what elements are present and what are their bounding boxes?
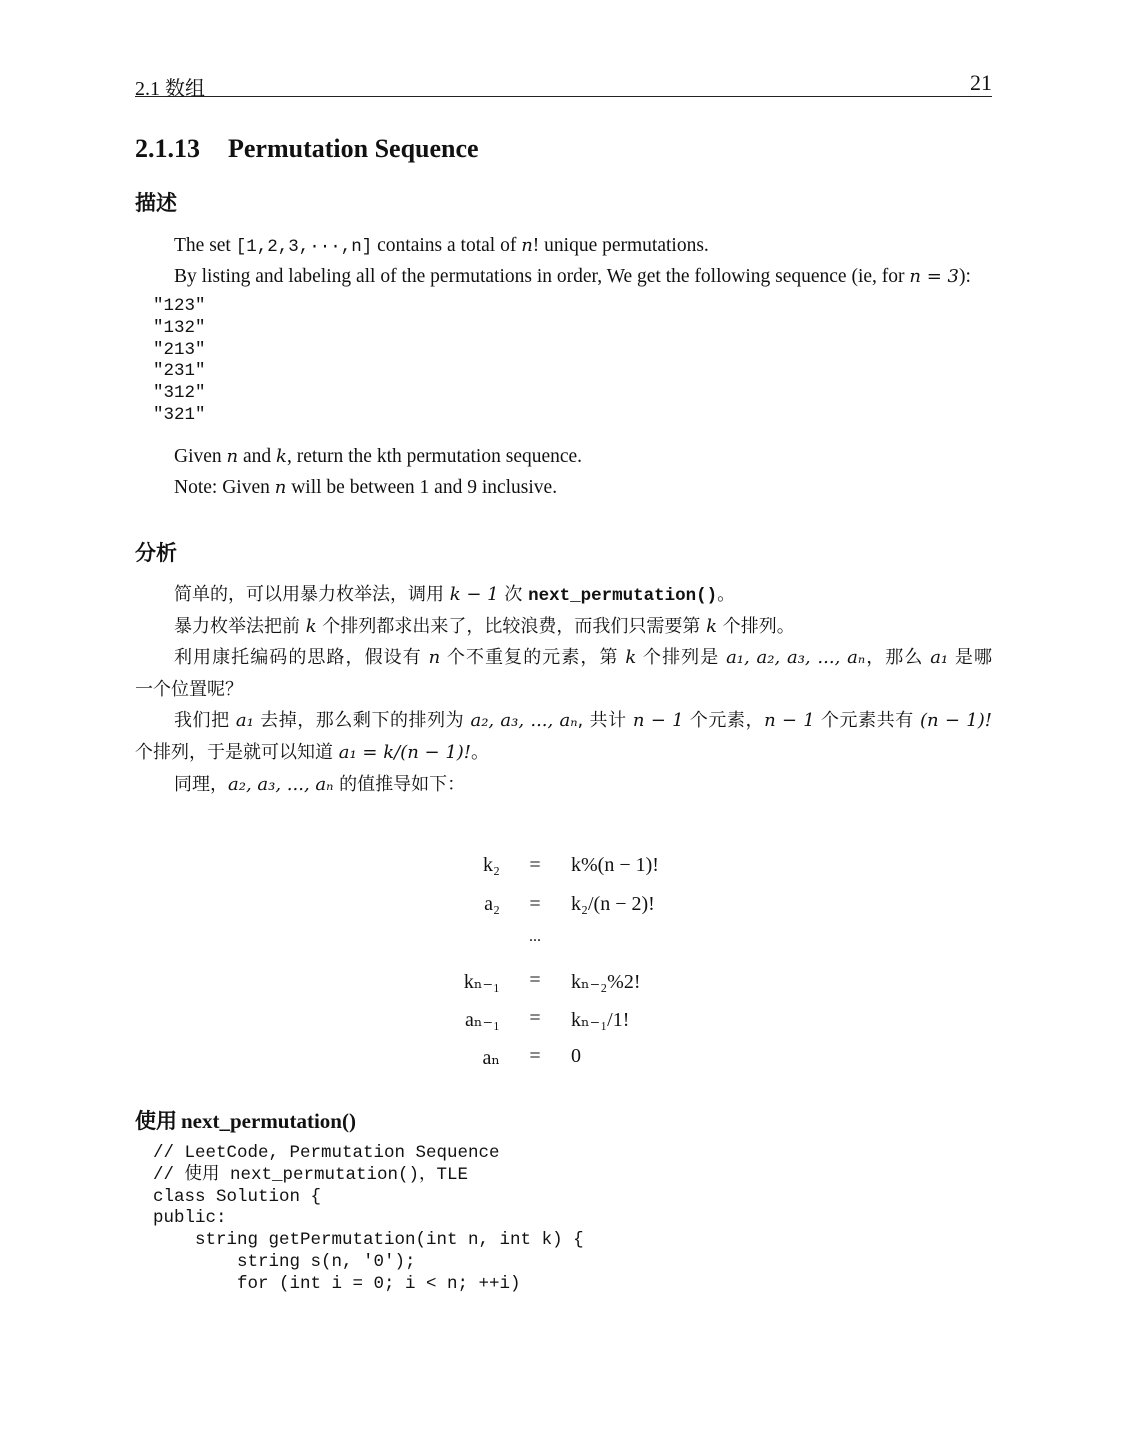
set-code: [1,2,3,···,n] [235,237,373,257]
analysis-paragraph-4: 我们把 a₁ 去掉，那么剩下的排列为 a₂, a₃, ..., aₙ, 共计 n − 1 个元素，n − 1 个元素共有 (n − 1)! 个排列，于是就可以知道 a₁ = k/(n − 1)!。 [135,710,992,763]
analysis-paragraph-1: 简单的，可以用暴力枚举法，调用 k − 1 次 next_permutation()。 [174,584,736,606]
description-line-3: Given n and k, return the kth permutation sequence. [174,446,583,467]
eq-2-rhs: k₂/(n − 2)! [571,893,655,915]
eq-2-op: = [529,893,541,915]
analysis-paragraph-5: 同理，a₂, a₃, ..., aₙ 的值推导如下： [174,774,466,795]
section-number: 2.1.13 [135,134,200,163]
eq-2-lhs: a₂ [484,893,500,915]
next-permutation-code: next_permutation() [528,586,718,606]
eq-4-op: = [529,969,541,991]
description-line-4: Note: Given n will be between 1 and 9 inclusive. [174,477,558,498]
eq-1-op: = [529,854,541,876]
description-line-2: By listing and labeling all of the permutations in order, We get the following sequence (ie, for n = 3): [174,266,971,287]
header-section: 2.1 数组 [135,78,205,100]
eq-5-lhs: aₙ₋₁ [464,1009,500,1031]
running-header [135,70,992,100]
eq-6-lhs: aₙ [482,1047,500,1069]
section-title-text: Permutation Sequence [228,134,479,163]
eq-5-rhs: kₙ₋₁/1! [571,1009,630,1031]
usage-heading: 使用 next_permutation() [135,1109,356,1133]
analysis-paragraph-2: 暴力枚举法把前 k 个排列都求出来了，比较浪费，而我们只需要第 k 个排列。 [174,616,795,637]
description-line-1: The set [1,2,3,···,n] contains a total of n! unique permutations. [174,235,709,257]
permutation-sequence: "123" "132" "213" "231" "312" "321" [153,296,206,425]
page-number: 21 [970,70,992,95]
code-listing: // LeetCode, Permutation Sequence // 使用 next_permutation()，TLE class Solution { public: string getPermutation(int n, int k) { string s(n, '0'); for (int i = 0; i < n; ++i) [153,1143,584,1294]
eq-6-rhs: 0 [571,1045,581,1067]
eq-5-op: = [529,1007,541,1029]
analysis-heading: 分析 [135,541,177,565]
analysis-paragraph-3: 利用康托编码的思路，假设有 n 个不重复的元素，第 k 个排列是 a₁, a₂, a₃, ..., aₙ，那么 a₁ 是哪 一个位置呢？ [135,647,992,700]
eq-4-rhs: kₙ₋₂%2! [571,971,641,993]
eq-4-lhs: kₙ₋₁ [463,971,500,993]
eq-ellipsis: ... [529,928,541,945]
description-heading: 描述 [135,191,177,215]
eq-1-rhs: k%(n − 1)! [571,854,659,876]
eq-6-op: = [529,1045,541,1067]
section-title [135,134,479,164]
eq-1-lhs: k₂ [483,854,500,876]
